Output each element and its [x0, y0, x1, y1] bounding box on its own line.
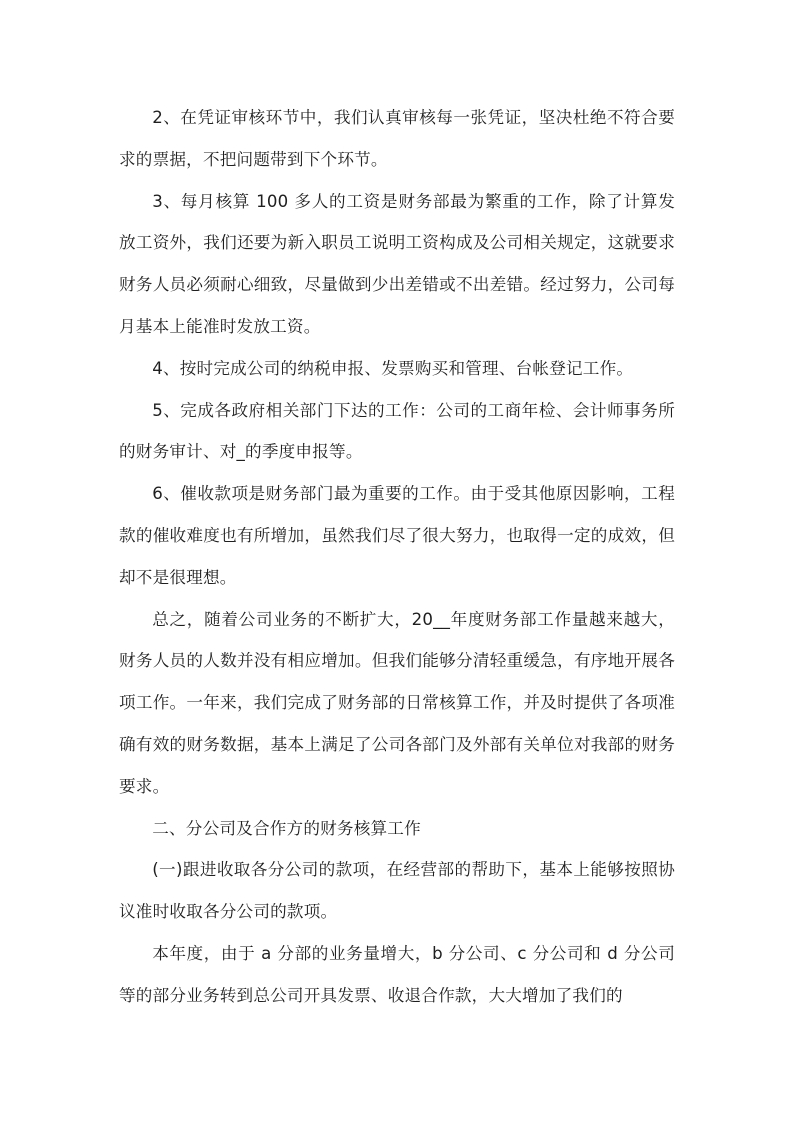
paragraph-tax-filing: 4、按时完成公司的纳税申报、发票购买和管理、台帐登记工作。	[152, 358, 634, 378]
paragraph-collections: 6、催收款项是财务部门最为重要的工作。由于受其他原因影响，工程款的催收难度也有所增加，虽然我们尽了很大努力，也取得一定的成效，但却不是很理想。	[119, 484, 675, 587]
section-heading-branch-accounting: 二、分公司及合作方的财务核算工作	[152, 818, 421, 838]
paragraph-annual-business: 本年度，由于 a 分部的业务量增大，b 分公司、c 分公司和 d 分公司等的部分业务转到总公司开具发票、收退合作款，大大增加了我们的	[119, 943, 675, 1005]
paragraph-summary: 总之，随着公司业务的不断扩大，20__年度财务部工作量越来越大，财务人员的人数并没有相应增加。但我们能够分清轻重缓急，有序地开展各项工作。一年来，我们完成了财务部的日常核算工作，并及时提供了各项准确有效的财务数据，基本上满足了公司各部门及外部有关单位对我部的财务要求。	[119, 609, 675, 796]
paragraph-voucher-review: 2、在凭证审核环节中，我们认真审核每一张凭证，坚决杜绝不符合要求的票据，不把问题带到下个环节。	[119, 108, 675, 169]
document-body	[119, 97, 675, 1017]
paragraph-government-tasks: 5、完成各政府相关部门下达的工作：公司的工商年检、会计师事务所的财务审计、对_的季度申报等。	[119, 400, 675, 462]
paragraph-payroll: 3、每月核算 100 多人的工资是财务部最为繁重的工作，除了计算发放工资外，我们还要为新入职员工说明工资构成及公司相关规定，这就要求财务人员必须耐心细致，尽量做到少出差错或不出差错。经过努力，公司每月基本上能准时发放工资。	[119, 191, 675, 336]
paragraph-branch-collections: (一)跟进收取各分公司的款项，在经营部的帮助下，基本上能够按照协议准时收取各分公司的款项。	[119, 860, 675, 922]
